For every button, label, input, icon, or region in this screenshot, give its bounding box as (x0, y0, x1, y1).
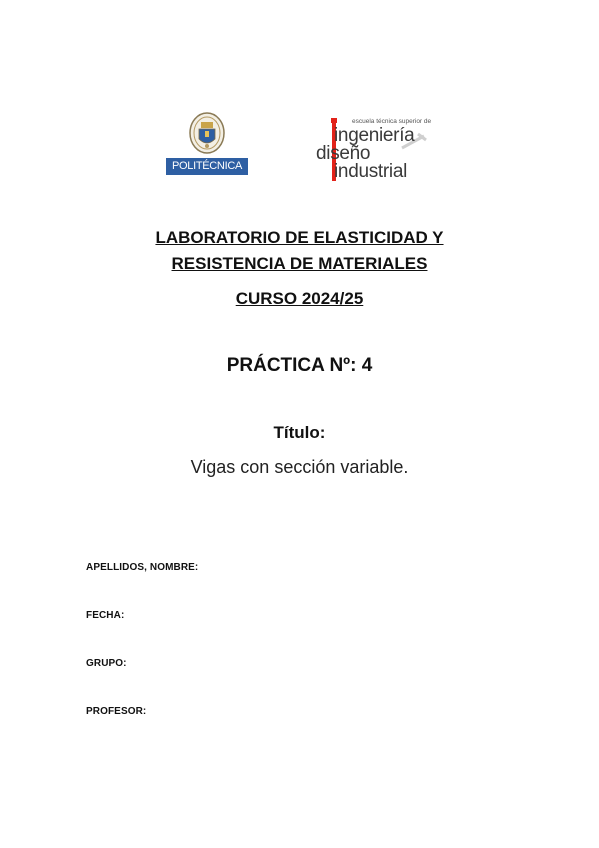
upm-seal-icon (187, 111, 227, 156)
etsidi-word-2: diseño (316, 143, 371, 164)
course-year: CURSO 2024/25 (235, 289, 364, 308)
name-field-label: APELLIDOS, NOMBRE: (86, 562, 199, 573)
document-title-line-2: RESISTENCIA DE MATERIALES (171, 254, 428, 273)
upm-logo (166, 111, 248, 176)
etsidi-word-3: industrial (334, 161, 408, 182)
upm-wordmark: POLITÉCNICA (166, 158, 248, 175)
title-label: Título: (273, 423, 326, 442)
etsidi-logo (312, 118, 442, 184)
etsidi-word-1: ingeniería (334, 125, 415, 146)
practice-number: PRÁCTICA Nº: 4 (226, 355, 373, 376)
etsidi-tagline: escuela técnica superior de (352, 118, 432, 125)
document-title-line-1: LABORATORIO DE ELASTICIDAD Y (155, 228, 444, 247)
teacher-field-label: PROFESOR: (86, 706, 147, 717)
title-value: Vigas con sección variable. (190, 457, 409, 477)
date-field-label: FECHA: (86, 610, 125, 621)
group-field-label: GRUPO: (86, 658, 127, 669)
